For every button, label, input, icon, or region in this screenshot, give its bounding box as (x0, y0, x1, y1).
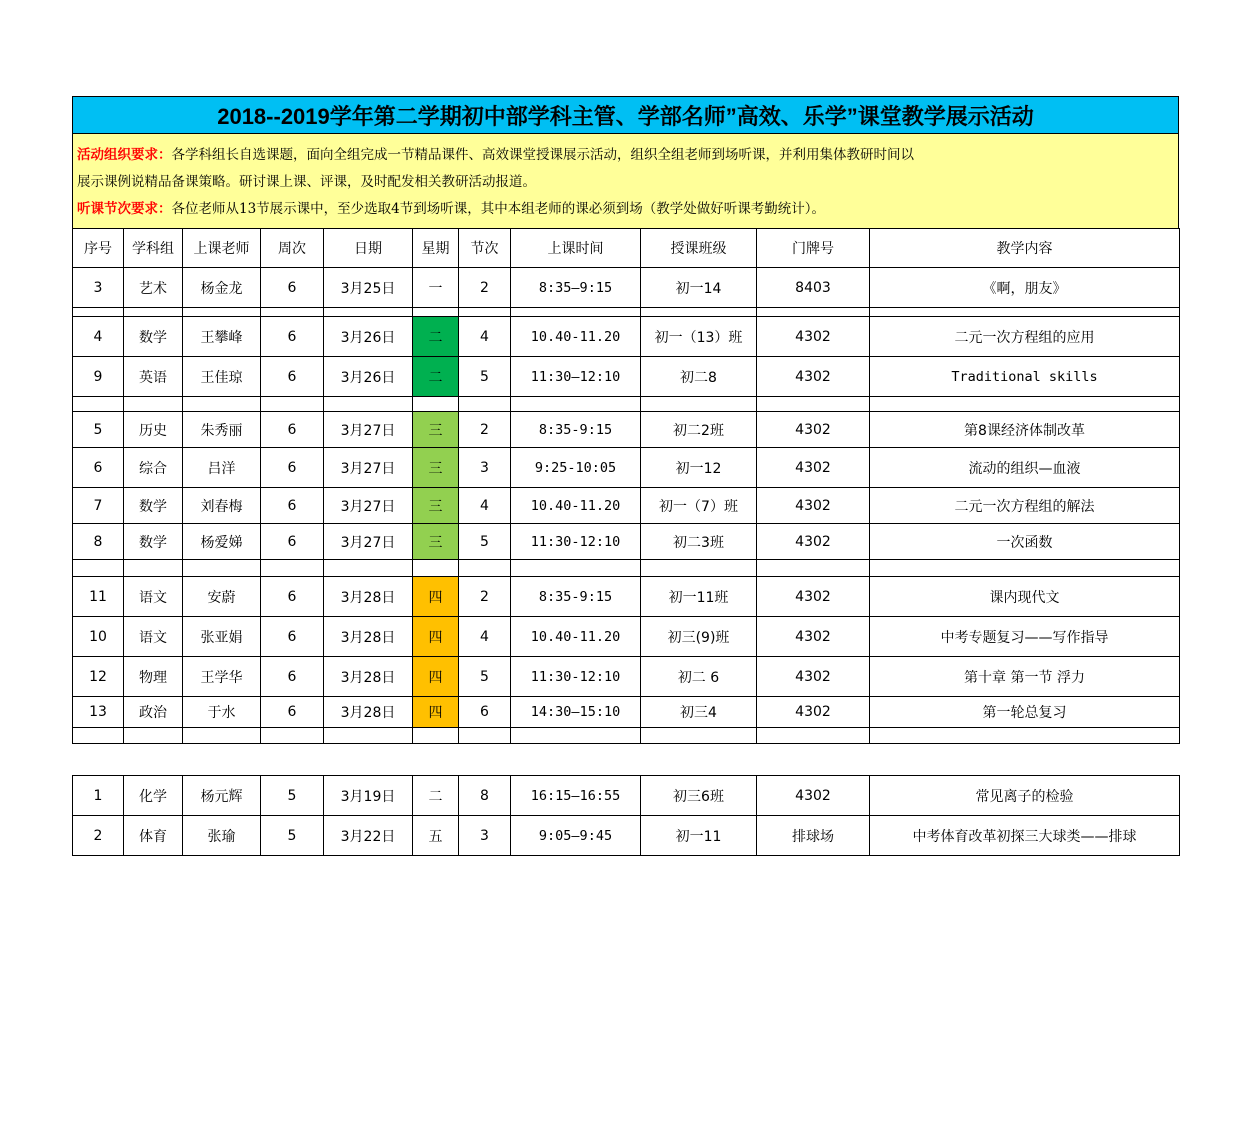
cell-class: 初一（7）班 (641, 488, 757, 524)
cell-content: 中考体育改革初探三大球类——排球 (870, 816, 1180, 856)
cell-day: 二 (413, 357, 459, 397)
requirements-block (72, 134, 1179, 228)
table-row (73, 488, 1180, 524)
cell-content: 二元一次方程组的解法 (870, 488, 1180, 524)
cell-no: 8 (73, 524, 124, 560)
spacer-row (73, 397, 1180, 412)
cell-subject: 英语 (124, 357, 183, 397)
cell-no: 9 (73, 357, 124, 397)
cell-teacher: 刘春梅 (183, 488, 261, 524)
schedule-table-extra (72, 775, 1179, 856)
cell-time: 11:30—12:10 (511, 357, 641, 397)
cell-no: 10 (73, 617, 124, 657)
cell-class: 初一（13）班 (641, 317, 757, 357)
header-cell: 授课班级 (641, 229, 757, 268)
header-cell: 上课老师 (183, 229, 261, 268)
table-row (73, 448, 1180, 488)
cell-no: 7 (73, 488, 124, 524)
cell-period: 4 (459, 488, 511, 524)
header-cell: 门牌号 (757, 229, 870, 268)
header-cell: 上课时间 (511, 229, 641, 268)
cell-period: 8 (459, 776, 511, 816)
cell-content: 常见离子的检验 (870, 776, 1180, 816)
cell-room: 4302 (757, 448, 870, 488)
cell-class: 初三6班 (641, 776, 757, 816)
cell-time: 10.40-11.20 (511, 317, 641, 357)
cell-content: 中考专题复习——写作指导 (870, 617, 1180, 657)
listen-requirement-label: 听课节次要求： (77, 201, 172, 217)
header-cell: 周次 (261, 229, 324, 268)
cell-subject: 历史 (124, 412, 183, 448)
cell-teacher: 朱秀丽 (183, 412, 261, 448)
cell-class: 初一12 (641, 448, 757, 488)
cell-teacher: 杨元辉 (183, 776, 261, 816)
header-cell: 学科组 (124, 229, 183, 268)
cell-class: 初二2班 (641, 412, 757, 448)
cell-week: 5 (261, 816, 324, 856)
cell-date: 3月27日 (324, 412, 413, 448)
cell-time: 10.40-11.20 (511, 488, 641, 524)
cell-room: 4302 (757, 357, 870, 397)
cell-time: 14:30—15:10 (511, 697, 641, 728)
table-row (73, 697, 1180, 728)
cell-date: 3月25日 (324, 268, 413, 308)
cell-teacher: 张瑜 (183, 816, 261, 856)
cell-week: 6 (261, 617, 324, 657)
header-cell: 教学内容 (870, 229, 1180, 268)
cell-period: 5 (459, 357, 511, 397)
cell-teacher: 杨爱娣 (183, 524, 261, 560)
cell-period: 2 (459, 268, 511, 308)
cell-subject: 化学 (124, 776, 183, 816)
cell-subject: 数学 (124, 524, 183, 560)
extra-table (72, 775, 1180, 856)
cell-subject: 体育 (124, 816, 183, 856)
cell-period: 3 (459, 448, 511, 488)
cell-room: 4302 (757, 617, 870, 657)
table-row (73, 357, 1180, 397)
cell-week: 6 (261, 317, 324, 357)
cell-room: 4302 (757, 657, 870, 697)
cell-content: 二元一次方程组的应用 (870, 317, 1180, 357)
cell-class: 初一11班 (641, 577, 757, 617)
cell-day: 四 (413, 577, 459, 617)
cell-day: 一 (413, 268, 459, 308)
cell-time: 10.40-11.20 (511, 617, 641, 657)
cell-week: 6 (261, 412, 324, 448)
cell-no: 6 (73, 448, 124, 488)
cell-period: 6 (459, 697, 511, 728)
cell-date: 3月28日 (324, 577, 413, 617)
schedule-sheet (72, 96, 1179, 744)
cell-day: 四 (413, 697, 459, 728)
cell-content: 第一轮总复习 (870, 697, 1180, 728)
cell-room: 4302 (757, 317, 870, 357)
cell-week: 6 (261, 488, 324, 524)
cell-teacher: 杨金龙 (183, 268, 261, 308)
header-cell: 日期 (324, 229, 413, 268)
cell-time: 8:35-9:15 (511, 577, 641, 617)
cell-date: 3月28日 (324, 697, 413, 728)
cell-class: 初三(9)班 (641, 617, 757, 657)
cell-content: 《啊，朋友》 (870, 268, 1180, 308)
cell-day: 二 (413, 317, 459, 357)
header-row (73, 229, 1180, 268)
cell-no: 3 (73, 268, 124, 308)
listen-requirement (77, 196, 1172, 223)
cell-no: 11 (73, 577, 124, 617)
cell-no: 4 (73, 317, 124, 357)
listen-requirement-text: 各位老师从13节展示课中，至少选取4节到场听课，其中本组老师的课必须到场（教学处做好听课考勤统计）。 (171, 201, 826, 217)
header-cell: 节次 (459, 229, 511, 268)
cell-class: 初三4 (641, 697, 757, 728)
table-row (73, 577, 1180, 617)
cell-subject: 数学 (124, 488, 183, 524)
cell-date: 3月27日 (324, 524, 413, 560)
cell-date: 3月22日 (324, 816, 413, 856)
cell-date: 3月26日 (324, 357, 413, 397)
cell-no: 5 (73, 412, 124, 448)
table-row (73, 776, 1180, 816)
cell-period: 5 (459, 657, 511, 697)
cell-room: 4302 (757, 697, 870, 728)
cell-class: 初一14 (641, 268, 757, 308)
spacer-row (73, 308, 1180, 317)
cell-week: 6 (261, 357, 324, 397)
table-row (73, 816, 1180, 856)
cell-no: 1 (73, 776, 124, 816)
cell-room: 4302 (757, 776, 870, 816)
spacer-row (73, 560, 1180, 577)
header-cell: 星期 (413, 229, 459, 268)
cell-room: 4302 (757, 577, 870, 617)
cell-subject: 数学 (124, 317, 183, 357)
cell-week: 6 (261, 577, 324, 617)
cell-no: 2 (73, 816, 124, 856)
cell-period: 2 (459, 412, 511, 448)
cell-time: 11:30-12:10 (511, 524, 641, 560)
org-requirement-text-1: 各学科组长自选课题，面向全组完成一节精品课件、高效课堂授课展示活动，组织全组老师到场听课，并利用集体教研时间以 (171, 147, 914, 163)
cell-date: 3月27日 (324, 488, 413, 524)
cell-class: 初二3班 (641, 524, 757, 560)
org-requirement (77, 142, 1172, 169)
cell-day: 三 (413, 488, 459, 524)
cell-day: 四 (413, 657, 459, 697)
cell-teacher: 吕洋 (183, 448, 261, 488)
cell-period: 4 (459, 617, 511, 657)
spacer-row (73, 728, 1180, 744)
table-row (73, 317, 1180, 357)
cell-room: 4302 (757, 488, 870, 524)
cell-subject: 政治 (124, 697, 183, 728)
cell-day: 二 (413, 776, 459, 816)
cell-content: 第十章 第一节 浮力 (870, 657, 1180, 697)
cell-week: 5 (261, 776, 324, 816)
cell-time: 11:30-12:10 (511, 657, 641, 697)
cell-week: 6 (261, 448, 324, 488)
cell-room: 4302 (757, 412, 870, 448)
cell-subject: 语文 (124, 617, 183, 657)
cell-teacher: 王佳琼 (183, 357, 261, 397)
cell-period: 2 (459, 577, 511, 617)
cell-date: 3月27日 (324, 448, 413, 488)
cell-date: 3月28日 (324, 657, 413, 697)
cell-date: 3月28日 (324, 617, 413, 657)
cell-date: 3月19日 (324, 776, 413, 816)
cell-time: 8:35—9:15 (511, 268, 641, 308)
table-row (73, 524, 1180, 560)
cell-room: 排球场 (757, 816, 870, 856)
cell-class: 初二 6 (641, 657, 757, 697)
cell-content: Traditional skills (870, 357, 1180, 397)
table-row (73, 657, 1180, 697)
cell-content: 流动的组织—血液 (870, 448, 1180, 488)
cell-subject: 综合 (124, 448, 183, 488)
cell-content: 第8课经济体制改革 (870, 412, 1180, 448)
org-requirement-label: 活动组织要求： (77, 147, 172, 163)
cell-subject: 艺术 (124, 268, 183, 308)
cell-week: 6 (261, 268, 324, 308)
cell-room: 4302 (757, 524, 870, 560)
cell-no: 13 (73, 697, 124, 728)
cell-teacher: 安蔚 (183, 577, 261, 617)
cell-day: 三 (413, 412, 459, 448)
sheet-title: 2018--2019学年第二学期初中部学科主管、学部名师”高效、乐学”课堂教学展示活动 (72, 96, 1179, 134)
cell-room: 8403 (757, 268, 870, 308)
cell-day: 四 (413, 617, 459, 657)
cell-time: 16:15—16:55 (511, 776, 641, 816)
cell-week: 6 (261, 657, 324, 697)
cell-date: 3月26日 (324, 317, 413, 357)
cell-content: 课内现代文 (870, 577, 1180, 617)
cell-time: 8:35-9:15 (511, 412, 641, 448)
table-row (73, 617, 1180, 657)
cell-class: 初一11 (641, 816, 757, 856)
cell-content: 一次函数 (870, 524, 1180, 560)
cell-time: 9:25-10:05 (511, 448, 641, 488)
cell-subject: 语文 (124, 577, 183, 617)
cell-day: 三 (413, 448, 459, 488)
cell-teacher: 王攀峰 (183, 317, 261, 357)
cell-period: 4 (459, 317, 511, 357)
cell-teacher: 于水 (183, 697, 261, 728)
schedule-table (72, 228, 1180, 744)
cell-time: 9:05—9:45 (511, 816, 641, 856)
cell-subject: 物理 (124, 657, 183, 697)
cell-period: 5 (459, 524, 511, 560)
cell-week: 6 (261, 697, 324, 728)
cell-day: 三 (413, 524, 459, 560)
cell-no: 12 (73, 657, 124, 697)
org-requirement-text-2: 展示课例说精品备课策略。研讨课上课、评课，及时配发相关教研活动报道。 (77, 174, 536, 190)
table-row (73, 268, 1180, 308)
cell-class: 初二8 (641, 357, 757, 397)
cell-teacher: 张亚娟 (183, 617, 261, 657)
cell-day: 五 (413, 816, 459, 856)
cell-period: 3 (459, 816, 511, 856)
table-row (73, 412, 1180, 448)
cell-week: 6 (261, 524, 324, 560)
header-cell: 序号 (73, 229, 124, 268)
cell-teacher: 王学华 (183, 657, 261, 697)
